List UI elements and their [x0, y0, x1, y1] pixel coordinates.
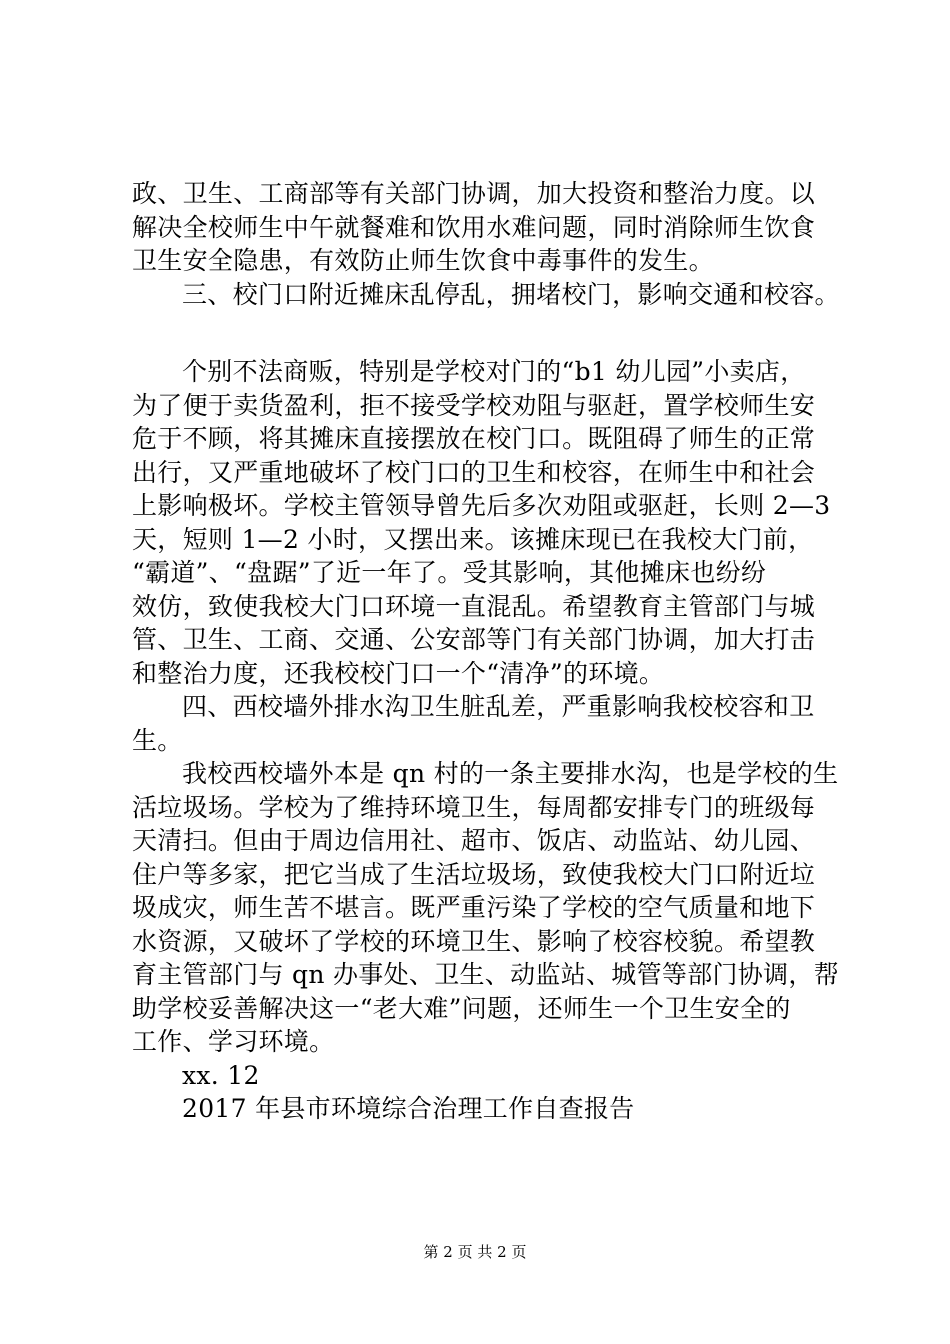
- text-line: 解决全校师生中午就餐难和饮用水难问题，同时消除师生饮食: [132, 212, 816, 242]
- text-line: 政、卫生、工商部等有关部门协调，加大投资和整治力度。以: [132, 179, 816, 208]
- text-line: 工作、学习环境。: [132, 1027, 335, 1056]
- text-line: 生。: [132, 725, 183, 755]
- text-line: 住户等多家，把它当成了生活垃圾场，致使我校大门口附近垃: [132, 859, 816, 889]
- text-line: “霸道”、“盘踞”了近一年了。受其影响，其他摊床也纷纷: [132, 558, 767, 587]
- section-heading-three: 三、校门口附近摊床乱停乱，拥堵校门，影响交通和校容。: [182, 279, 840, 309]
- text-line: 和整治力度，还我校校门口一个“清净”的环境。: [132, 658, 665, 688]
- text-line: 圾成灾，师生苦不堪言。既严重污染了学校的空气质量和地下: [132, 893, 816, 922]
- text-line: 危于不顾，将其摊床直接摆放在校门口。既阻碍了师生的正常: [132, 424, 816, 453]
- section-heading-four: 四、西校墙外排水沟卫生脏乱差，严重影响我校校容和卫: [182, 692, 815, 721]
- date-line: xx. 12: [182, 1060, 260, 1090]
- text-line: 管、卫生、工商、交通、公安部等门有关部门协调，加大打击: [132, 625, 816, 654]
- text-line: 为了便于卖货盈利，拒不接受学校劝阻与驱赶，置学校师生安: [132, 390, 816, 420]
- text-line: 育主管部门与 qn 办事处、卫生、动监站、城管等部门协调，帮: [132, 960, 840, 989]
- text-line: 水资源，又破坏了学校的环境卫生、影响了校容校貌。希望教: [132, 926, 816, 956]
- text-line: 个别不法商贩，特别是学校对门的“b1 幼儿园”小卖店，: [182, 357, 806, 386]
- text-line: 上影响极坏。学校主管领导曾先后多次劝阻或驱赶，长则 2—3: [132, 491, 831, 520]
- text-line: 卫生安全隐患，有效防止师生饮食中毒事件的发生。: [132, 246, 714, 275]
- document-body: [132, 177, 840, 1126]
- paragraph-gap: [132, 311, 834, 355]
- text-line: 助学校妥善解决这一“老大难”问题，还师生一个卫生安全的: [132, 993, 791, 1023]
- text-line: 活垃圾场。学校为了维持环境卫生，每周都安排专门的班级每: [132, 792, 816, 822]
- text-line: 出行，又严重地破坏了校门口的卫生和校容，在师生中和社会: [132, 457, 816, 487]
- text-line: 效仿，致使我校大门口环境一直混乱。希望教育主管部门与城: [132, 591, 816, 621]
- report-title-line: 2017 年县市环境综合治理工作自查报告: [182, 1094, 635, 1123]
- page-number-footer: 第 2 页 共 2 页: [423, 1243, 527, 1261]
- text-line: 天，短则 1—2 小时，又摆出来。该摊床现已在我校大门前，: [132, 524, 814, 554]
- text-line: 天清扫。但由于周边信用社、超市、饭店、动监站、幼儿园、: [132, 826, 816, 855]
- text-line: 我校西校墙外本是 qn 村的一条主要排水沟，也是学校的生: [182, 759, 839, 788]
